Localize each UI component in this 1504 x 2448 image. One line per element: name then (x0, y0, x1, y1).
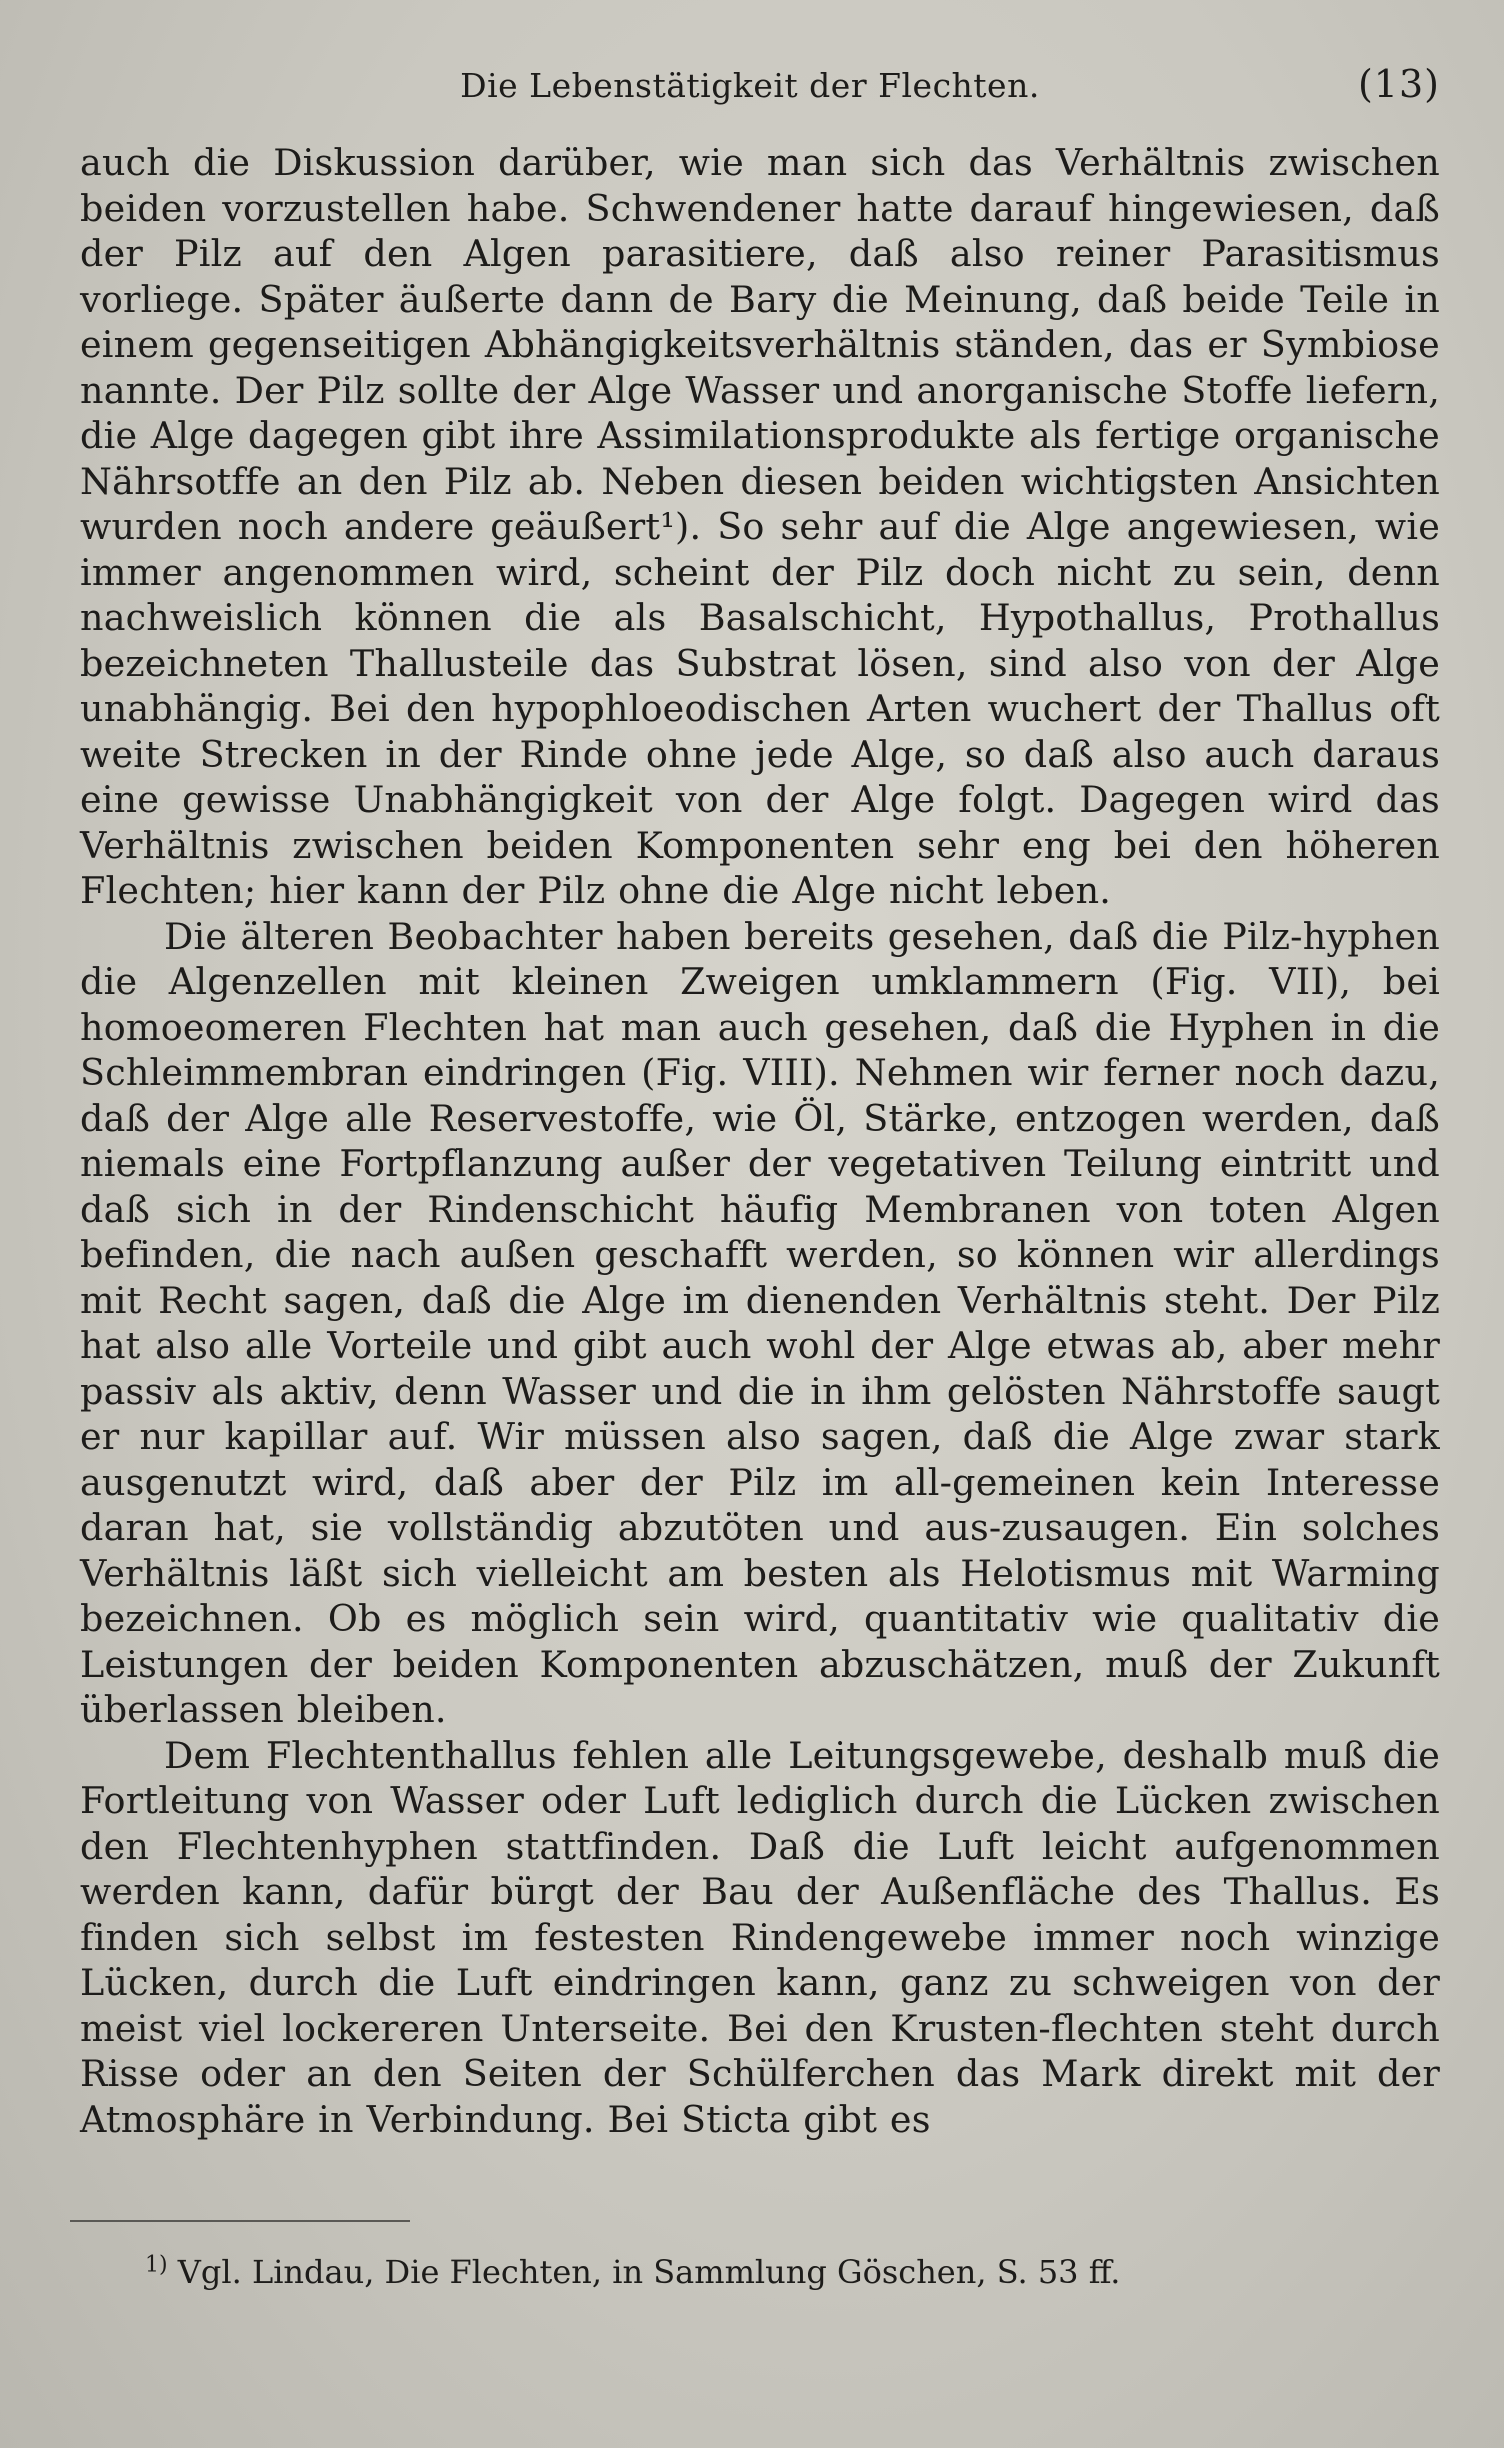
paragraph-2: Die älteren Beobachter haben bereits gesehen, daß die Pilz-hyphen die Algenzellen mit kleinen Zweigen umklammern (Fig. VII), bei homoeomeren Flechten hat man auch gesehen, daß die Hyphen in die Schleimmembran eindringen (Fig. VIII). Nehmen wir ferner noch dazu, daß der Alge alle Reservestoffe, wie Öl, Stärke, entzogen werden, daß niemals eine Fortpflanzung außer der vegetativen Teilung eintritt und daß sich in der Rindenschicht häufig Membranen von toten Algen befinden, die nach außen geschafft werden, so können wir allerdings mit Recht sagen, daß die Alge im dienenden Verhältnis steht. Der Pilz hat also alle Vorteile und gibt auch wohl der Alge etwas ab, aber mehr passiv als aktiv, denn Wasser und die in ihm gelösten Nährstoffe saugt er nur kapillar auf. Wir müssen also sagen, daß die Alge zwar stark ausgenutzt wird, daß aber der Pilz im all-gemeinen kein Interesse daran hat, sie vollständig abzutöten und aus-zusaugen. Ein solches Verhältnis läßt sich vielleicht am besten als Helotismus mit Warming bezeichnen. Ob es möglich sein wird, quantitativ wie qualitativ die Leistungen der beiden Komponenten abzuschätzen, muß der Zukunft überlassen bleiben. (80, 914, 1440, 1731)
footnote-marker: 1) (145, 2252, 168, 2278)
footnote-divider (70, 2220, 410, 2222)
page-number: (13) (1357, 62, 1440, 106)
running-title: Die Lebenstätigkeit der Flechten. (460, 66, 1040, 105)
paragraph-1: auch die Diskussion darüber, wie man sich das Verhältnis zwischen beiden vorzustellen habe. Schwendener hatte darauf hingewiesen, daß der Pilz auf den Algen parasitiere, daß also reiner Parasitismus vorliege. Später äußerte dann de Bary die Meinung, daß beide Teile in einem gegenseitigen Abhängigkeitsverhältnis ständen, das er Symbiose nannte. Der Pilz sollte der Alge Wasser und anorganische Stoffe liefern, die Alge dagegen gibt ihre Assimilationsprodukte als fertige organische Nährsotffe an den Pilz ab. Neben diesen beiden wichtigsten Ansichten wurden noch andere geäußert¹). So sehr auf die Alge angewiesen, wie immer angenommen wird, scheint der Pilz doch nicht zu sein, denn nachweislich können die als Basalschicht, Hypothallus, Prothallus bezeichneten Thallusteile das Substrat lösen, sind also von der Alge unabhängig. Bei den hypophloeodischen Arten wuchert der Thallus oft weite Strecken in der Rinde ohne jede Alge, so daß also auch daraus eine gewisse Unabhängigkeit von der Alge folgt. Dagegen wird das Verhältnis zwischen beiden Komponenten sehr eng bei den höheren Flechten; hier kann der Pilz ohne die Alge nicht leben. (80, 141, 1440, 912)
footnote (145, 2252, 1385, 2292)
page-header (60, 62, 1440, 118)
footnote-text: Vgl. Lindau, Die Flechten, in Sammlung Göschen, S. 53 ff. (177, 2253, 1121, 2291)
body-text (80, 140, 1440, 2142)
paragraph-3: Dem Flechtenthallus fehlen alle Leitungsgewebe, deshalb muß die Fortleitung von Wasser oder Luft lediglich durch die Lücken zwischen den Flechtenhyphen stattfinden. Daß die Luft leicht aufgenommen werden kann, dafür bürgt der Bau der Außenfläche des Thallus. Es finden sich selbst im festesten Rindengewebe immer noch winzige Lücken, durch die Luft eindringen kann, ganz zu schweigen von der meist viel lockereren Unterseite. Bei den Krusten-flechten steht durch Risse oder an den Seiten der Schülferchen das Mark direkt mit der Atmosphäre in Verbindung. Bei Sticta gibt es (80, 1733, 1440, 2141)
